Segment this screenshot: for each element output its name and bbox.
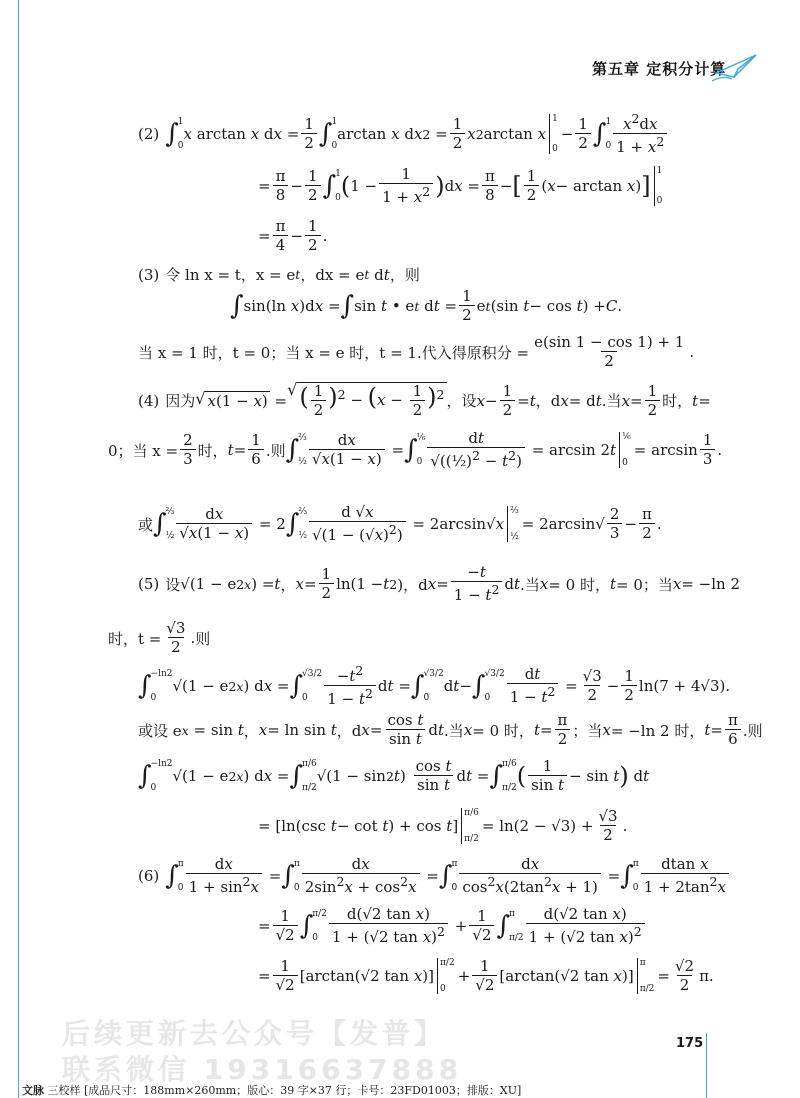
running-header: [560, 55, 760, 85]
integral: ∫ 1 0: [165, 117, 184, 152]
page-number: 175: [676, 1036, 704, 1051]
paper-plane-icon: [710, 51, 760, 83]
p5-label: (5): [138, 575, 160, 594]
p4-or: 或: [138, 515, 154, 534]
p4-let: ，设: [446, 392, 477, 411]
p5-line-1: (5) 设 √(1 − e 2x ) = t ， x = $\frac{1}{2}$ ln(1 − t 2 )，d x = $\frac{-t}{1 - t^2}$ d t .当 x = 0 时， t = 0；当 x = −ln 2: [138, 563, 741, 605]
left-margin-rule: [18, 0, 19, 1098]
p2-line-3: = $\frac{\pi}{4}$ − $\frac{1}{2}$ .: [258, 217, 328, 255]
p3-line-1: (3) 令 ln x = t，x = e t ， dx = e t d t ，则: [138, 265, 420, 284]
p5-let: 设: [165, 575, 181, 594]
p3-line-2: ∫ sin(ln x )d x = ∫ sin t • e t d t = $\frac{1}{2}$ e t (sin t − cos t ) + C .: [230, 287, 623, 325]
p4-line-1: (4) 因为 √ x(1 − x) = √ ( $\frac{1}{2}$ )$^2$ − (x − $\frac{1}{2}$ )$^2$ ，设 x − $\frac{1}{2}$ = t ，d x = d t .当 x = $\frac{1}{2}$ 时， t =: [138, 380, 711, 420]
p5-then: 则: [195, 629, 211, 648]
p5-line-6: = [ln(csc t − cot t ) + cos t ] π/6 π/2 = ln(2 − √3) + $\frac{√3}{2}$ .: [258, 807, 628, 845]
p2-label: (2): [138, 125, 160, 144]
p5-line-2: 时，t = $\frac{√3}{2}$ . 则: [108, 619, 211, 657]
p3-label: (3): [138, 265, 160, 284]
watermark-line-2: 联系微信 19316637888: [62, 1053, 463, 1086]
p3-result-den: 2: [601, 351, 617, 370]
p5-line-5: ∫ −ln2 0 √(1 − e 2x ) d x = ∫ π/6 π/2 √(1 − sin 2 t ) $\frac{\text{cos t}}{\text{sin t}}$ d t = ∫ π/6 π/2 ( $\frac{1}{\text{sin t}}$ − sin t ) d t: [138, 757, 650, 795]
watermark-line-1: 后续更新去公众号【发普】: [62, 1017, 447, 1050]
p2-line-2: = $\frac{\pi}{8}$ − $\frac{1}{2}$ ∫ 1 0 ( 1 − $\frac{1}{1 + x^2}$ ) d x = $\frac{\pi}{8}$ − [ $\frac{1}{2}$ ( x − arctan x ) ] 1 0: [258, 165, 663, 207]
print-info-line: [22, 1082, 521, 1098]
p3-when: 当 x = 1 时，t = 0；当 x = e 时，t = 1.代入得原积分 =: [138, 343, 530, 362]
p6-label: (6): [138, 867, 160, 886]
p5-or: 或设 e: [138, 721, 182, 740]
chapter-title: 第五章 定积分计算: [592, 60, 727, 78]
p6-line-3: = $\frac{1}{√2}$ [arctan(√2 tan x )] π/2 0 + $\frac{1}{√2}$ [arctan(√2 tan x )] π π/2 = $\frac{√2}{2}$ π.: [258, 957, 714, 995]
p3-result-num: e(sin 1 − cos 1) + 1: [534, 333, 685, 351]
p5-when-t: 时，t =: [108, 629, 162, 648]
footer-rule: [706, 1033, 707, 1098]
p6-line-1: (6) ∫ π 0 $\frac{dx}{1 + \sin^2x}$ = ∫ π 0 $\frac{dx}{2\sin^2x + \cos^2x}$ = ∫ π 0 $\frac{dx}{\cos^2x(2\tan^2x + 1)}$ = ∫ π 0 $\frac{\text{dtan x}}{1 + 2\tan^2x}$: [138, 856, 731, 896]
p4-line-3: 或 ∫ ⅔ ½ $\frac{dx}{√x(1 - x)}$ = 2 ∫ ⅔ ½ $\frac{d √x}{√(1 - (√x)^2)}$ = 2arcsin√ x ⅔ ½ = 2arcsin√ $\frac{2}{3}$ − $\frac{\pi}{2}$ .: [138, 503, 662, 545]
p3-then: ，则: [389, 266, 420, 284]
p5-line-4: 或设 e x = sin t ， x = ln sin t ，d x = $\frac{\text{cos t}}{\text{sin t}}$ d t .当 x = 0 时， t = $\frac{\pi}{2}$ ；当 x = −ln 2 时， t = $\frac{\pi}{6}$ .则: [138, 711, 763, 749]
p3-dx: dx = e: [315, 265, 365, 284]
p6-line-2: = $\frac{1}{√2}$ ∫ π/2 0 $\frac{\text{d(√2 tan x)}}{1 + (√2 \tan x)^2}$ + $\frac{1}{√2}$ ∫ π π/2 $\frac{\text{d(√2 tan x)}}{1 + (√2 \tan x)^2}$: [258, 906, 647, 946]
publisher-brand: 文脉: [22, 1084, 44, 1097]
p4-label: (4): [138, 391, 160, 410]
p5-line-3: ∫ −ln2 0 √(1 − e 2x ) d x = ∫ √3/2 0 $\frac{-t^2}{1 - t^2}$ d t = ∫ √3/2 0 d t − ∫ √3/2 0 $\frac{dt}{1 - t^2}$ = $\frac{√3}{2}$ − $\frac{1}{2}$ ln(7 + 4√3).: [138, 663, 731, 709]
p4-because: 因为: [165, 392, 196, 411]
p3-intro: 令 ln x = t，x = e: [165, 266, 296, 284]
p3-line-3: 当 x = 1 时，t = 0；当 x = e 时，t = 1.代入得原积分 = $\frac{e(\sin 1 - \cos 1) + 1}{2}$ .: [138, 333, 695, 371]
p2-line-1: (2) ∫ 1 0 x arctan x d x = $\frac{1}{2}$ ∫ 1 0 arctan x d x 2 = $\frac{1}{2}$ x 2 arctan x 1 0 − $\frac{1}{2}$ ∫ 1 0 $\frac{x^2dx}{1 + x^2}$: [138, 112, 669, 156]
p4-line-2: 0；当 x = $\frac{2}{3}$ 时， t = $\frac{1}{6}$ .则 ∫ ⅔ ½ $\frac{dx}{√x(1 - x)}$ = ∫ ⅙ 0 $\frac{dt}{√((\frac{1}{2})^2 - t^2)}$ = arcsin 2 t ⅙ 0 = arcsin $\frac{1}{3}$ .: [108, 429, 723, 471]
p4-when: 0；当 x =: [108, 441, 179, 460]
print-info: 三校样 [成品尺寸：188mm×260mm；版心：39 字×37 行；卡号：23FD01003；排版：XU]: [47, 1084, 522, 1097]
